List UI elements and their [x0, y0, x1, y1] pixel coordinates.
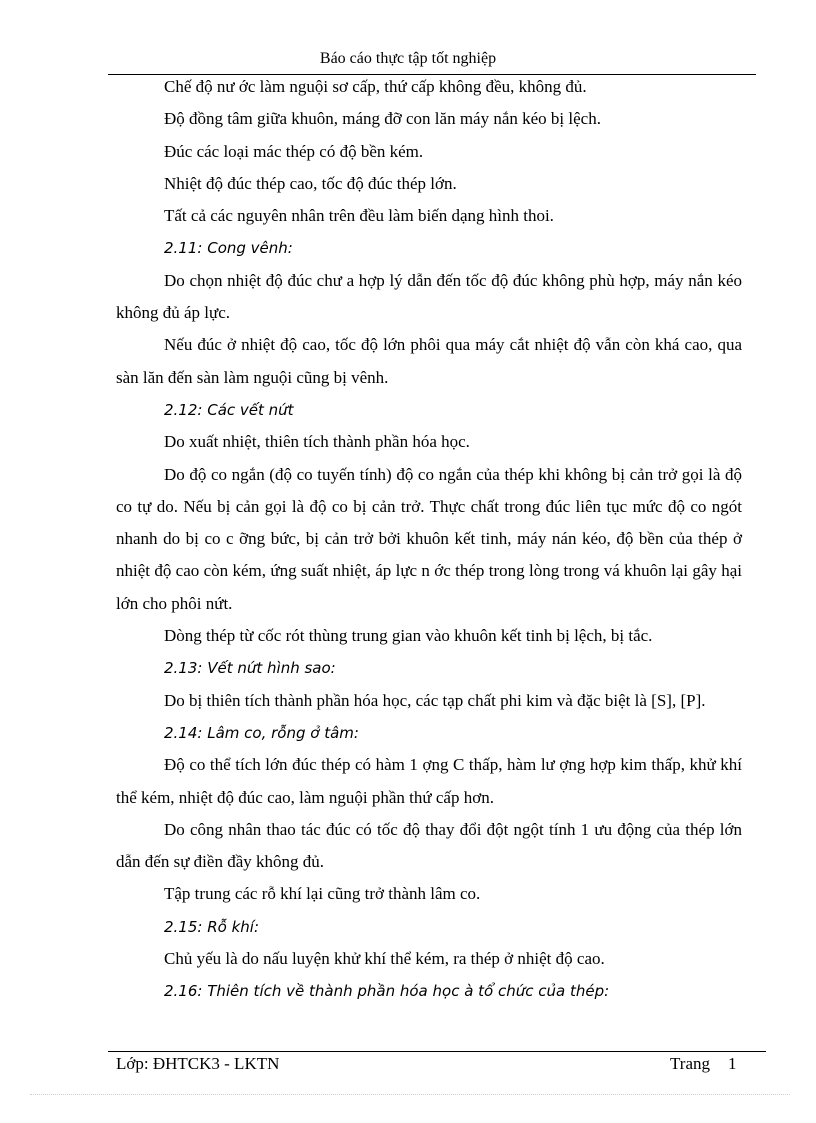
body-paragraph: Do xuất nhiệt, thiên tích thành phần hóa học. [164, 432, 470, 452]
body-paragraph: Chế độ nư ớc làm nguội sơ cấp, thứ cấp không đều, không đủ. [164, 77, 587, 96]
section-heading: 2.12: Các vết nứt [164, 400, 294, 419]
body-paragraph: Độ đồng tâm giữa khuôn, máng đỡ con lăn máy nắn kéo bị lệch. [164, 109, 601, 129]
body-paragraph: Do chọn nhiệt độ đúc chư a hợp lý dẫn đến tốc độ đúc không phù hợp, máy nắn kéo không đủ áp lực. [116, 270, 742, 323]
section-heading: 2.14: Lâm co, rỗng ở tâm: [164, 723, 359, 742]
body-paragraph: Chủ yếu là do nấu luyện khử khí thể kém, ra thép ở nhiệt độ cao. [164, 949, 605, 969]
body-paragraph: Do bị thiên tích thành phần hóa học, các tạp chất phi kim và đặc biệt là [S], [P]. [164, 690, 706, 710]
page-bottom-dotted-line [30, 1094, 790, 1095]
body-paragraph: Độ co thể tích lớn đúc thép có hàm 1 ợng C thấp, hàm lư ợng hợp kim thấp, khử khí thể kém, nhiệt độ đúc cao, làm nguội phần thứ cấp hơn. [116, 755, 742, 807]
section-heading: 2.11: Cong vênh: [164, 239, 293, 258]
body-paragraph: Tất cả các nguyên nhân trên đều làm biến dạng hình thoi. [164, 206, 554, 226]
body-paragraph: Tập trung các rỗ khí lại cũng trở thành lâm co. [164, 884, 481, 904]
footer-class-label: Lớp: ĐHTCK3 - LKTN [116, 1054, 280, 1073]
body-paragraph: Do công nhân thao tác đúc có tốc độ thay đổi đột ngột tính 1 ưu động của thép lớn dẫn đến sự điền đầy không đủ. [116, 819, 742, 872]
page-label: Trang [670, 1054, 710, 1073]
body-paragraph: Nếu đúc ở nhiệt độ cao, tốc độ lớn phôi qua máy cắt nhiệt độ vẫn còn khá cao, qua sàn lăn đến sàn làm nguội cũng bị vênh. [116, 335, 742, 387]
body-paragraph: Dòng thép từ cốc rót thùng trung gian vào khuôn kết tinh bị lệch, bị tắc. [164, 626, 653, 646]
section-heading: 2.16: Thiên tích về thành phần hóa học à tổ chức của thép: [164, 982, 610, 1001]
footer-page-indicator [670, 1054, 737, 1074]
page-header-title: Báo cáo thực tập tốt nghiệp [319, 50, 497, 67]
section-heading: 2.15: Rỗ khí: [164, 917, 260, 936]
page-number: 1 [728, 1054, 737, 1073]
document-body [116, 71, 742, 1008]
body-paragraph: Đúc các loại mác thép có độ bền kém. [164, 141, 424, 161]
body-paragraph: Nhiệt độ đúc thép cao, tốc độ đúc thép lớn. [164, 173, 457, 193]
body-paragraph: Do độ co ngắn (độ co tuyến tính) độ co ngắn của thép khi không bị cản trở gọi là độ co tự do. Nếu bị cản gọi là độ co bị cản trở. Thực chất trong đúc liên tục mức độ co ngót nhanh do bị co c ỡng bức, bị cản trở bởi khuôn kết tinh, máy nán kéo, độ bền của thép ở nhiệt độ cao còn kém, ứng suất nhiệt, áp lực n ớc thép trong lòng trong vá khuôn lại gây hại lớn cho phôi nứt. [116, 464, 742, 613]
footer-divider [108, 1051, 766, 1052]
section-heading: 2.13: Vết nứt hình sao: [164, 659, 336, 678]
